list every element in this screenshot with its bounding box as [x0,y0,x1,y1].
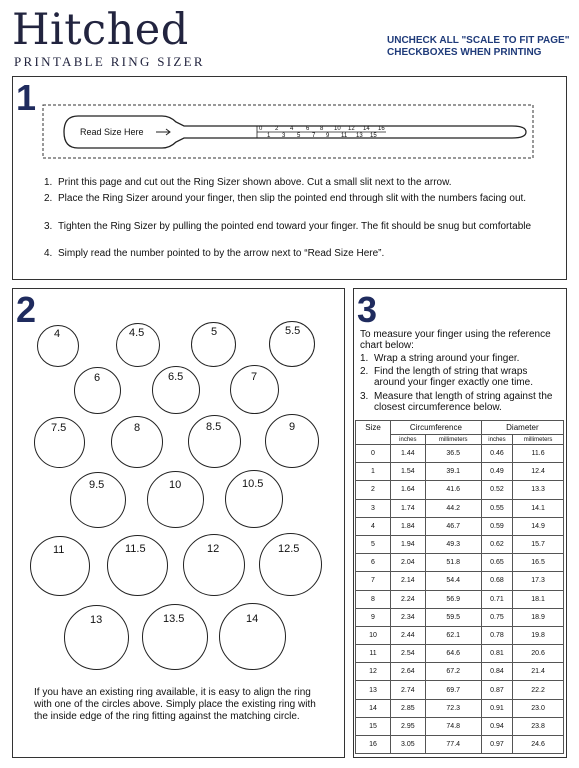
measure-cell: 0.75 [481,608,512,626]
measure-cell: 44.2 [425,499,481,517]
measure-cell: 2.64 [391,663,426,681]
size-cell: 7 [356,572,391,590]
measure-cell: 51.8 [425,554,481,572]
measure-cell: 0.94 [481,717,512,735]
measure-cell: 20.6 [513,645,564,663]
measure-cell: 69.7 [425,681,481,699]
measure-cell: 2.04 [391,554,426,572]
ring-circle: 12.5 [259,533,322,596]
ring-circle: 4 [37,325,79,367]
scale-tick: 2 [275,126,279,132]
step1-instruction: 3. Tighten the Ring Sizer by pulling the pointed end toward your finger. The fit should be snug but comfortable [44,221,532,232]
measure-cell: 0.49 [481,463,512,481]
table-row [356,481,564,499]
measure-cell: 41.6 [425,481,481,499]
table-row [356,717,564,735]
ring-circle: 12 [183,534,245,596]
measure-cell: 23.0 [513,699,564,717]
measure-cell: 0.81 [481,645,512,663]
ring-circle: 14 [219,603,286,670]
step1-instruction: 1. Print this page and cut out the Ring Sizer shown above. Cut a small slit next to the arrow. [44,177,452,188]
measure-cell: 0.91 [481,699,512,717]
size-cell: 1 [356,463,391,481]
measure-cell: 1.44 [391,445,426,463]
measure-cell: 2.95 [391,717,426,735]
step3-step: 1. Wrap a string around your finger. [360,353,520,364]
step2-number: 2 [16,289,37,330]
table-row [356,572,564,590]
measure-cell: 24.6 [513,736,564,754]
page-subtitle: PRINTABLE RING SIZER [14,54,205,69]
measure-cell: 1.54 [391,463,426,481]
scale-tick: 8 [320,126,324,132]
table-header: Diameter [481,421,563,435]
size-cell: 2 [356,481,391,499]
measure-cell: 3.05 [391,736,426,754]
measure-cell: 0.78 [481,626,512,644]
table-row [356,681,564,699]
measure-cell: 21.4 [513,663,564,681]
ring-circle: 4.5 [116,323,160,367]
measure-cell: 36.5 [425,445,481,463]
scale-tick: 7 [312,133,316,139]
ring-circle: 8.5 [188,415,241,468]
table-row [356,554,564,572]
size-cell: 12 [356,663,391,681]
scale-tick: 9 [326,133,330,139]
table-row [356,445,564,463]
size-cell: 15 [356,717,391,735]
size-cell: 14 [356,699,391,717]
step3-number: 3 [357,289,378,330]
measure-cell: 1.84 [391,517,426,535]
measure-cell: 15.7 [513,535,564,553]
scale-tick: 14 [363,126,370,132]
measure-cell: 22.2 [513,681,564,699]
ring-circle: 13.5 [142,604,208,670]
step3-step: 3. Measure that length of string against the closest circumference below. [360,391,553,413]
table-row [356,699,564,717]
scale-tick: 5 [297,133,301,139]
scale-tick: 13 [356,133,363,139]
measure-cell: 62.1 [425,626,481,644]
table-subheader: inches [391,435,426,445]
ring-circle: 11 [30,536,90,596]
measure-cell: 74.8 [425,717,481,735]
measure-cell: 64.6 [425,645,481,663]
ring-circle: 9 [265,414,319,468]
measure-cell: 2.44 [391,626,426,644]
table-subheader: millimeters [513,435,564,445]
table-subheader: millimeters [425,435,481,445]
size-cell: 11 [356,645,391,663]
read-size-label: Read Size Here [80,127,144,137]
step1-number: 1 [16,77,37,118]
measure-cell: 12.4 [513,463,564,481]
measure-cell: 14.1 [513,499,564,517]
measure-cell: 0.97 [481,736,512,754]
measure-cell: 77.4 [425,736,481,754]
measure-cell: 54.4 [425,572,481,590]
measure-cell: 59.5 [425,608,481,626]
size-cell: 13 [356,681,391,699]
step2-note: If you have an existing ring available, it is easy to align the ring with one of the circles above. Simply place the existing ring with the inside edge of the ring fitting against the matching circle. [34,687,316,722]
table-row [356,463,564,481]
measure-cell: 72.3 [425,699,481,717]
measure-cell: 56.9 [425,590,481,608]
table-row [356,517,564,535]
scale-tick: 1 [267,133,271,139]
measure-cell: 2.85 [391,699,426,717]
ring-circle: 10 [147,471,204,528]
ring-circle: 7 [230,365,279,414]
scale-tick: 15 [370,133,377,139]
scale-tick: 10 [334,126,341,132]
measure-cell: 2.24 [391,590,426,608]
size-cell: 10 [356,626,391,644]
measure-cell: 13.3 [513,481,564,499]
reference-table [355,420,564,754]
table-row [356,535,564,553]
measure-cell: 2.74 [391,681,426,699]
table-row [356,663,564,681]
ring-circle: 6.5 [152,366,200,414]
measure-cell: 49.3 [425,535,481,553]
measure-cell: 23.8 [513,717,564,735]
measure-cell: 46.7 [425,517,481,535]
measure-cell: 0.59 [481,517,512,535]
scale-tick: 11 [341,133,348,139]
measure-cell: 39.1 [425,463,481,481]
table-row [356,499,564,517]
measure-cell: 2.14 [391,572,426,590]
ring-circle: 6 [74,367,121,414]
step1-instruction: 2. Place the Ring Sizer around your finger, then slip the pointed end through slit with the numbers facing out. [44,193,527,204]
ring-circle: 11.5 [107,535,168,596]
brand-logo: Hitched [12,5,189,55]
ring-circle: 9.5 [70,472,126,528]
table-header: Size [356,421,391,445]
measure-cell: 16.5 [513,554,564,572]
table-row [356,626,564,644]
measure-cell: 11.6 [513,445,564,463]
measure-cell: 0.62 [481,535,512,553]
ring-circle: 5 [191,322,236,367]
size-cell: 16 [356,736,391,754]
measure-cell: 67.2 [425,663,481,681]
table-subheader: inches [481,435,512,445]
measure-cell: 1.74 [391,499,426,517]
scale-tick: 0 [259,126,263,132]
measure-cell: 2.34 [391,608,426,626]
measure-cell: 0.87 [481,681,512,699]
measure-cell: 0.52 [481,481,512,499]
size-cell: 5 [356,535,391,553]
measure-cell: 0.55 [481,499,512,517]
size-cell: 4 [356,517,391,535]
table-header: Circumference [391,421,482,435]
size-cell: 9 [356,608,391,626]
table-row [356,645,564,663]
size-cell: 0 [356,445,391,463]
ring-circle: 7.5 [34,417,85,468]
measure-cell: 1.94 [391,535,426,553]
print-note: UNCHECK ALL "SCALE TO FIT PAGE" CHECKBOXES WHEN PRINTING [387,35,570,58]
measure-cell: 0.68 [481,572,512,590]
ring-circle: 5.5 [269,321,315,367]
scale-tick: 6 [306,126,310,132]
measure-cell: 2.54 [391,645,426,663]
measure-cell: 0.65 [481,554,512,572]
table-row [356,608,564,626]
size-cell: 6 [356,554,391,572]
measure-cell: 0.46 [481,445,512,463]
measure-cell: 18.1 [513,590,564,608]
step3-step: 2. Find the length of string that wraps around your finger exactly one time. [360,366,533,388]
measure-cell: 17.3 [513,572,564,590]
scale-tick: 3 [282,133,286,139]
measure-cell: 0.84 [481,663,512,681]
scale-tick: 16 [378,126,385,132]
size-cell: 3 [356,499,391,517]
measure-cell: 19.8 [513,626,564,644]
scale-tick: 12 [348,126,355,132]
step1-instruction: 4. Simply read the number pointed to by the arrow next to “Read Size Here”. [44,248,385,259]
ring-circle: 8 [111,416,163,468]
table-row [356,736,564,754]
ring-circle: 10.5 [225,470,283,528]
ring-circle: 13 [64,605,129,670]
table-row [356,590,564,608]
measure-cell: 1.64 [391,481,426,499]
measure-cell: 14.9 [513,517,564,535]
measure-cell: 18.9 [513,608,564,626]
scale-tick: 4 [290,126,294,132]
size-cell: 8 [356,590,391,608]
step3-intro: To measure your finger using the reference chart below: [360,329,551,351]
measure-cell: 0.71 [481,590,512,608]
